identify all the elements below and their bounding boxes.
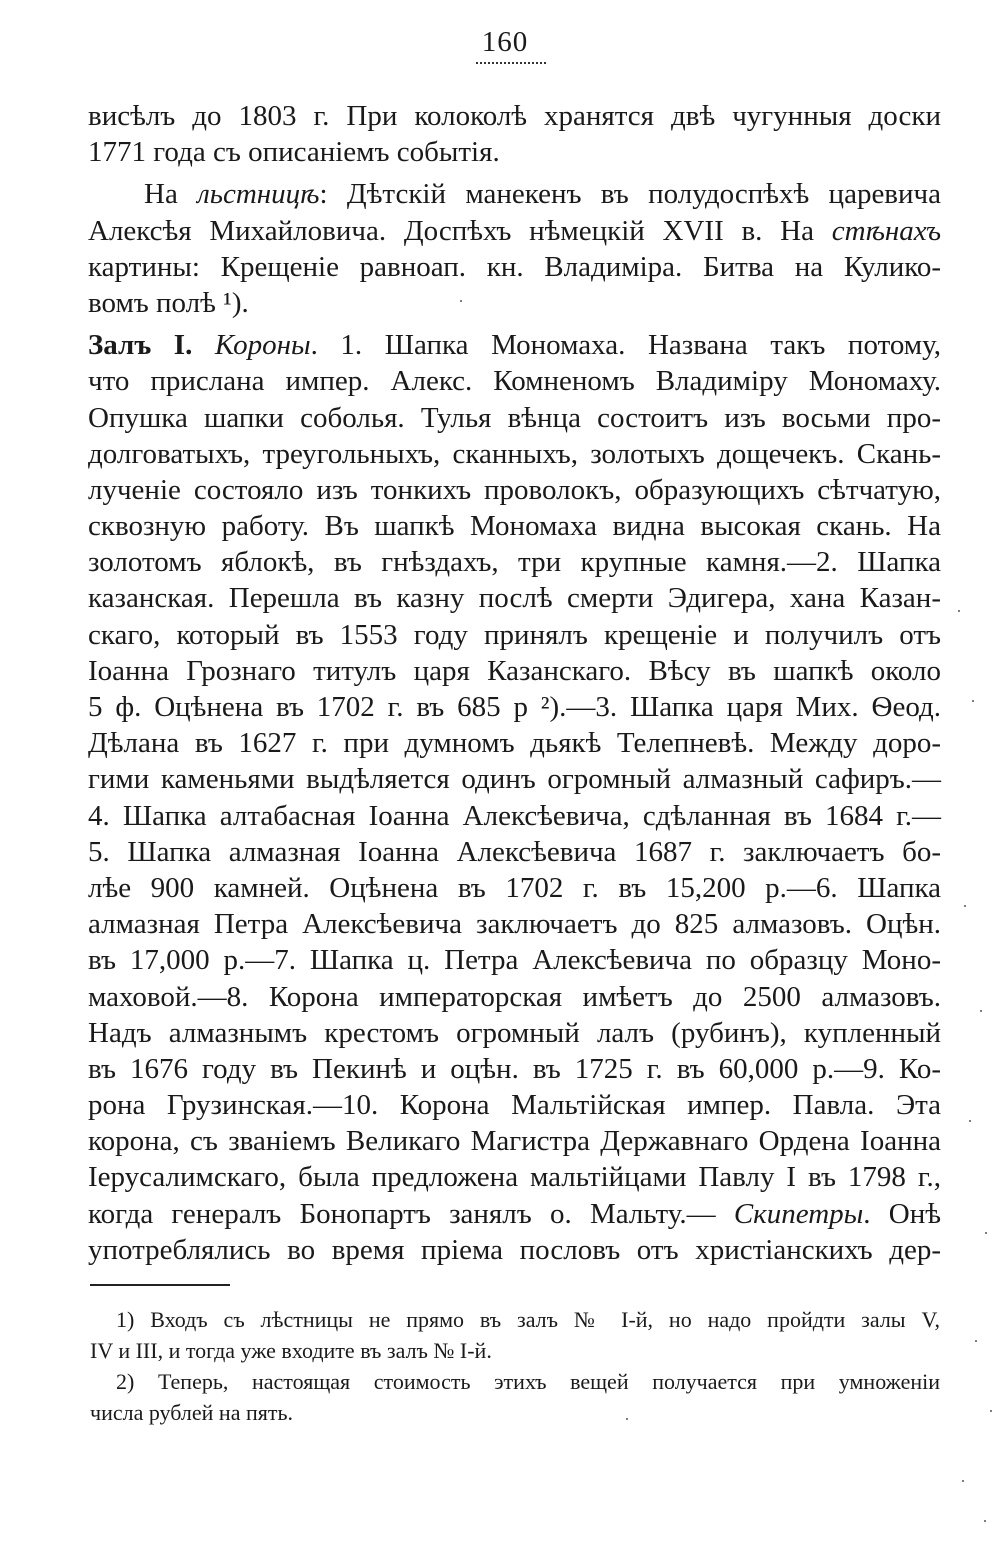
text-run: въ 17,000 р.—7. Шапка ц. Петра Алексѣевича по образцу Моно- [88,944,941,977]
text-run: лученіе состояло изъ тонкихъ проволокъ, образующихъ сѣтчатую, [88,473,941,506]
body-line [88,617,941,653]
body-line [88,472,941,508]
text-run: когда генералъ Бонопартъ занялъ о. Мальту.— [88,1197,734,1230]
italic-term: стѣнахъ [831,214,941,247]
body-line [88,1123,941,1159]
text-run: 1771 года съ описаніемъ событія. [88,136,500,169]
body-line [88,1196,941,1232]
page-number-underline [476,62,546,64]
text-run: 5 ф. Оцѣнена въ 1702 г. въ 685 р ²).—3. Шапка царя Мих. Ѳеод. [88,691,941,723]
text-run: рона Грузинская.—10. Корона Мальтійская импер. Павла. Эта [88,1089,941,1122]
text-run: картины: Крещеніе равноап. кн. Владиміра. Битва на Кулико- [88,250,941,283]
text-run: что прислана импер. Алекс. Комненомъ Владиміру Мономаху. [88,365,941,398]
footnote-line [90,1304,940,1335]
body-line [88,689,941,725]
text-run: числа рублей на пять. [90,1400,294,1425]
body-line [88,400,941,436]
body-line [88,327,941,363]
text-run: На [144,178,198,211]
body-line [88,942,941,978]
text-run: въ 1676 году въ Пекинѣ и оцѣн. въ 1725 г. въ 60,000 р.—9. Ко- [88,1052,941,1085]
text-run: висѣлъ до 1803 г. При колоколѣ хранятся двѣ чугунныя доски [88,100,941,132]
text-run: долговатыхъ, треугольныхъ, сканныхъ, золотыхъ дощечекъ. Скань- [88,437,941,470]
body-line [88,653,941,689]
text-run: Алексѣя Михайловича. Доспѣхъ нѣмецкій XVII в. На [88,214,832,247]
text-run: гими каменьями выдѣляется одинъ огромный алмазный сафиръ.— [88,763,941,796]
body-line [88,98,941,134]
body-line [88,761,941,797]
text-run: IV и III, и тогда уже входите въ залъ № I-й. [90,1338,492,1363]
body-line [88,906,941,942]
body-line [88,285,941,321]
text-run: : Дѣтскій манекенъ въ полудоспѣхѣ царевича [319,178,941,211]
text-run: употреблялись во время пріема пословъ отъ христіанскихъ дер- [88,1233,941,1266]
text-run: Іоанна Грознаго титулъ царя Казанскаго. Вѣсу въ шапкѣ около [88,654,941,687]
text-run: корона, съ званіемъ Великаго Магистра Державнаго Ордена Іоанна [88,1125,941,1158]
page-number: 160 [481,26,529,58]
body-line [88,725,941,761]
body-line [88,834,941,870]
body-line [88,1159,941,1195]
body-line [88,979,941,1015]
text-run: 1) Входъ съ лѣстницы не прямо въ залъ № I-й, но надо пройдти залы V, [116,1307,940,1332]
text-run: Надъ алмазнымъ крестомъ огромный лалъ (рубинъ), купленный [88,1016,941,1049]
body-line [88,1015,941,1051]
body-line [88,508,941,544]
section-heading: Залъ I. [88,329,215,362]
italic-term: льстницѣ [197,178,320,211]
footnotes [90,1304,940,1428]
text-run: Опушка шапки соболья. Тулья вѣнца состоитъ изъ восьми про- [88,401,941,434]
body-line [88,213,941,249]
body-line [88,436,941,472]
footnote-separator [90,1284,230,1286]
body-line [88,580,941,616]
footnote-line [90,1335,940,1366]
body-line [88,1232,941,1268]
text-run: лѣе 900 камней. Оцѣнена въ 1702 г. въ 15,200 р.—6. Шапка [88,871,941,904]
text-run: казанская. Перешла въ казну послѣ смерти Эдигера, хана Казан- [88,582,941,615]
text-run: Іерусалимскаго, была предложена мальтійцами Павлу I въ 1798 г., [88,1161,941,1194]
body-line [88,544,941,580]
text-run: алмазная Петра Алексѣевича заключаетъ до 825 алмазовъ. Оцѣн. [88,908,941,941]
body-line [88,1051,941,1087]
body-text [88,98,941,1268]
italic-term: Скипетры [733,1197,864,1230]
body-line [88,1087,941,1123]
text-run: 5. Шапка алмазная Іоанна Алексѣевича 1687 г. заключаетъ бо- [88,835,941,868]
text-run: скаго, который въ 1553 году принялъ крещеніе и получилъ отъ [88,618,941,651]
text-run: маховой.—8. Корона императорская имѣетъ до 2500 алмазовъ. [88,980,941,1013]
body-line [88,134,941,170]
text-run: 4. Шапка алтабасная Іоанна Алексѣевича, сдѣланная въ 1684 г.— [88,799,941,832]
text-run: Дѣлана въ 1627 г. при думномъ дьякѣ Телепневѣ. Между доро- [88,727,941,760]
text-run: . 1. Шапка Мономаха. Названа такъ потому, [310,329,942,362]
body-line [88,870,941,906]
text-run: 2) Теперь, настоящая стоимость этихъ вещей получается при умноженіи [116,1369,940,1394]
body-line [88,176,941,212]
text-run: сквозную работу. Въ шапкѣ Мономаха видна высокая скань. На [88,510,941,543]
body-line [88,363,941,399]
text-run: золотомъ яблокѣ, въ гнѣздахъ, три крупные камня.—2. Шапка [88,546,941,579]
text-run: . Онѣ [863,1197,941,1230]
italic-term: Короны [214,329,311,362]
footnote-line [90,1366,940,1397]
body-line [88,798,941,834]
footnote-line [90,1397,940,1428]
body-line [88,249,941,285]
text-run: вомъ полѣ ¹). [88,286,249,319]
